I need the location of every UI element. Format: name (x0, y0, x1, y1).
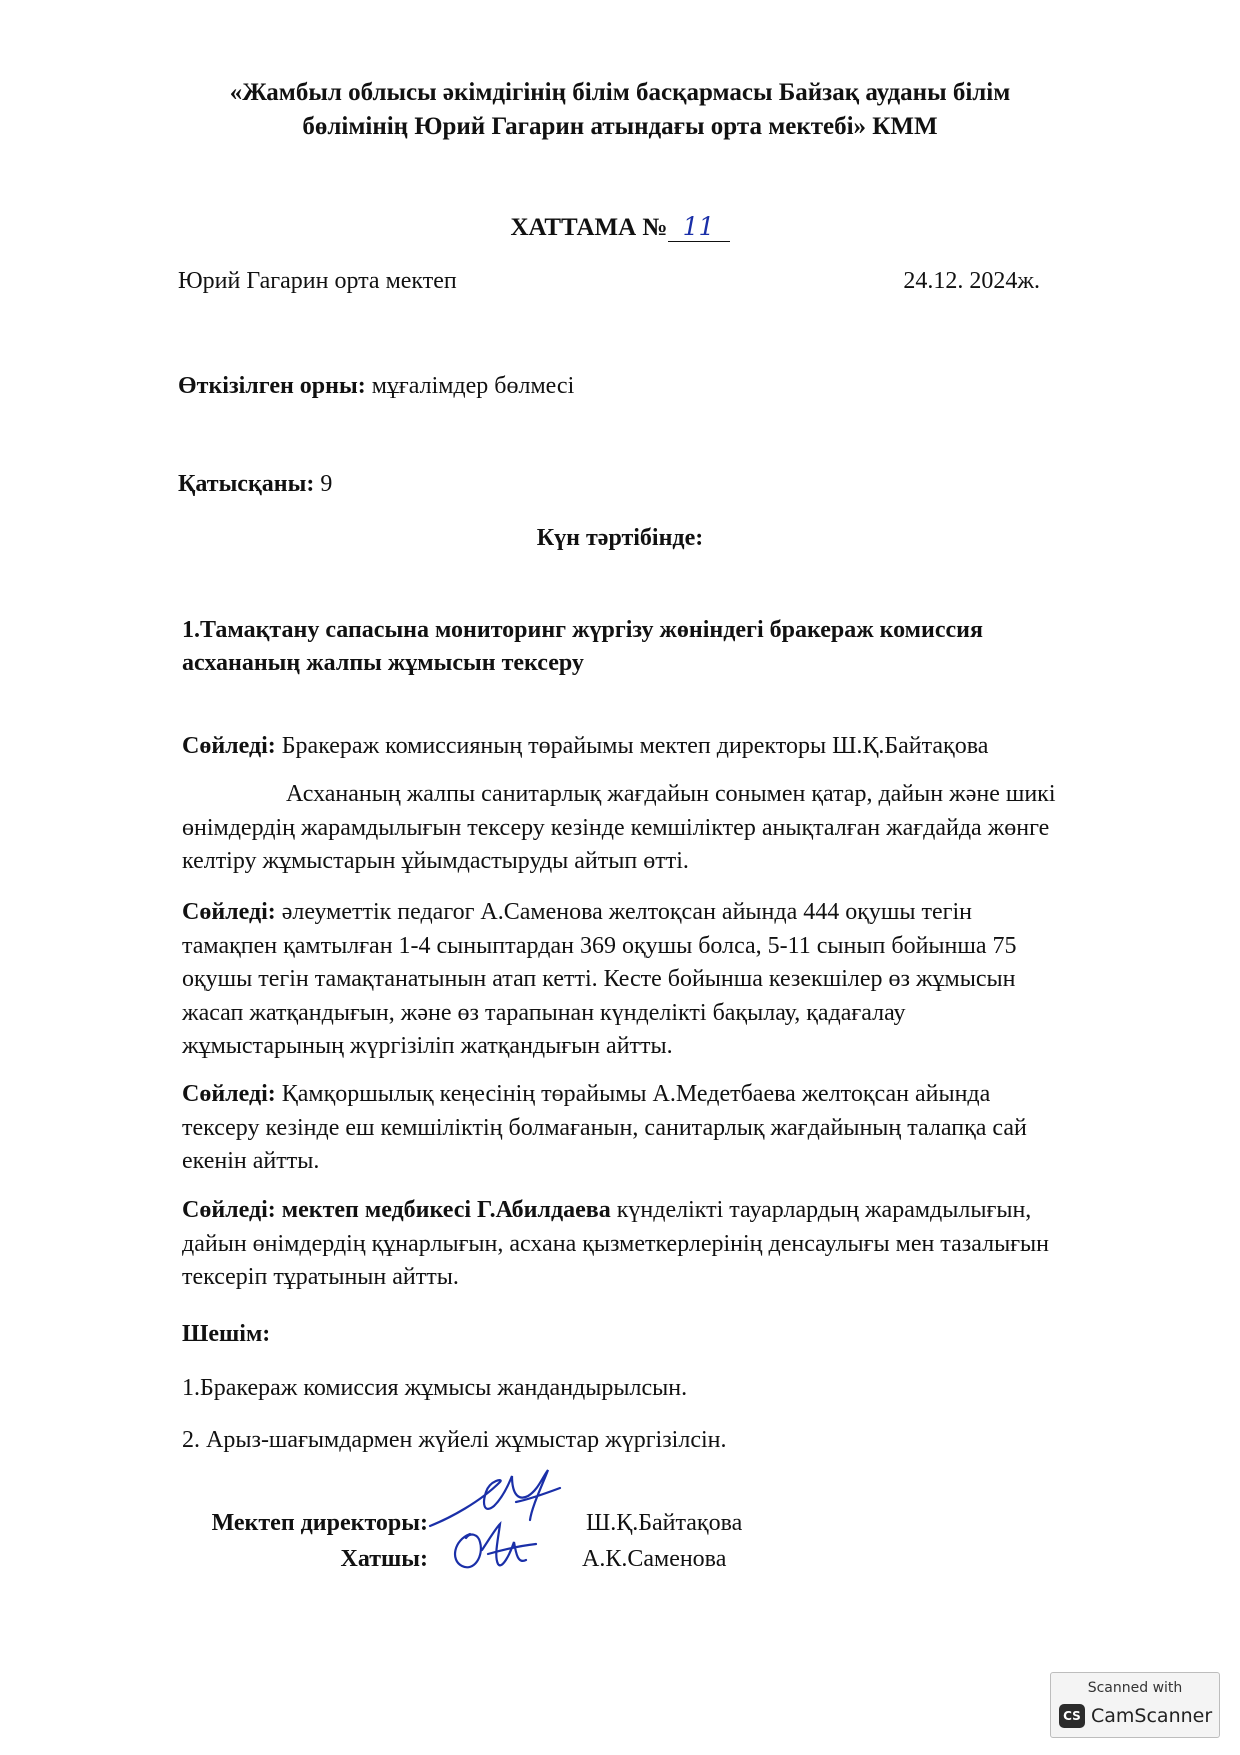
scanner-app-name: CamScanner (1091, 1705, 1213, 1727)
speech-text: Бракераж комиссияның төрайымы мектеп директоры Ш.Қ.Байтақова (275, 733, 989, 759)
speech-2 (182, 896, 1062, 1064)
speech-text: Қамқоршылық кеңесінің төрайымы А.Медетбаева желтоқсан айында тексеру кезінде еш кемшіліктің болмағанын, санитарлық жағдайының талапқа сай екенін айтты. (182, 1081, 1027, 1174)
speech-label: Сөйледі: (182, 899, 276, 925)
speech-label: Сөйледі: (182, 733, 276, 759)
protocol-number: 11 (668, 212, 730, 242)
protocol-title-text: ХАТТАМА № (510, 214, 668, 241)
speech-4 (182, 1194, 1062, 1295)
scanner-watermark (1050, 1672, 1220, 1738)
agenda-heading: Күн тәртібінде: (536, 525, 704, 551)
venue-value: мұғалімдер бөлмесі (365, 373, 575, 399)
school-name: Юрий Гагарин орта мектеп (178, 268, 457, 294)
decision-item-1: 1.Бракераж комиссия жұмысы жандандырылсын. (182, 1375, 688, 1401)
director-role: Мектеп директоры: (211, 1510, 428, 1536)
decision-label: Шешім: (182, 1321, 271, 1347)
speech-text: күнделікті тауарлардың жарамдылығын, дайын өнімдердің құнарлығын, асхана қызметкерлерінің денсаулығы мен тазалығын тексеріп тұратынын айтты. (182, 1197, 1049, 1290)
agenda-item-1-line-2: асхананың жалпы жұмысын тексеру (182, 650, 584, 676)
speech-text: әлеуметтік педагог А.Саменова желтоқсан айында 444 оқушы тегін тамақпен қамтылған 1-4 сыныптардан 369 оқушы болса, 5-11 сынып бойынша 75 оқушы тегін тамақтанатынын атап кетті. Кесте бойынша кезекшілер өз жұмысын жасап жатқандығын, және өз тарапынан күнделікті бақылау, қадағалау жұмыстарының жүргізіліп жатқандығын айтты. (182, 899, 1017, 1059)
attendance-label: Қатысқаны: (178, 471, 315, 497)
secretary-name: А.К.Саменова (582, 1546, 727, 1572)
speech-label: Сөйледі: (182, 1081, 276, 1107)
speech-3 (182, 1078, 1062, 1179)
speech-1 (182, 730, 1062, 764)
header-line-1: «Жамбыл облысы әкімдігінің білім басқармасы Байзақ ауданы білім (229, 79, 1011, 106)
speech-1-detail: Асхананың жалпы санитарлық жағдайын сонымен қатар, дайын және шикі өнімдердің жарамдылығын тексеру кезінде кемшіліктер анықталған жағдайда жөнге келтіру жұмыстарын ұйымдастыруды айтып өтті. (182, 781, 1056, 874)
protocol-title (150, 212, 1090, 242)
speech-label: Сөйледі: мектеп медбикесі Г.Абилдаева (182, 1197, 611, 1223)
venue-line (178, 370, 574, 403)
scanner-caption: Scanned with (1087, 1680, 1183, 1696)
attendance-line (178, 468, 332, 501)
protocol-date: 24.12. 2024ж. (903, 268, 1040, 294)
agenda-item-1-line-1: 1.Тамақтану сапасына мониторинг жүргізу жөніндегі бракераж комиссия (182, 617, 983, 643)
institution-header (150, 76, 1090, 144)
attendance-value: 9 (314, 471, 333, 497)
signature-secretary-icon (440, 1520, 550, 1600)
decision-item-2: 2. Арыз-шағымдармен жүйелі жұмыстар жүргізілсін. (182, 1427, 727, 1453)
director-name: Ш.Қ.Байтақова (586, 1510, 743, 1536)
agenda-item-1 (182, 614, 1082, 680)
camscanner-logo-icon: CS (1059, 1704, 1085, 1728)
header-line-2: бөлімінің Юрий Гагарин атындағы орта мектебі» КММ (302, 113, 938, 140)
venue-label: Өткізілген орны: (178, 373, 366, 399)
secretary-role: Хатшы: (340, 1546, 428, 1572)
